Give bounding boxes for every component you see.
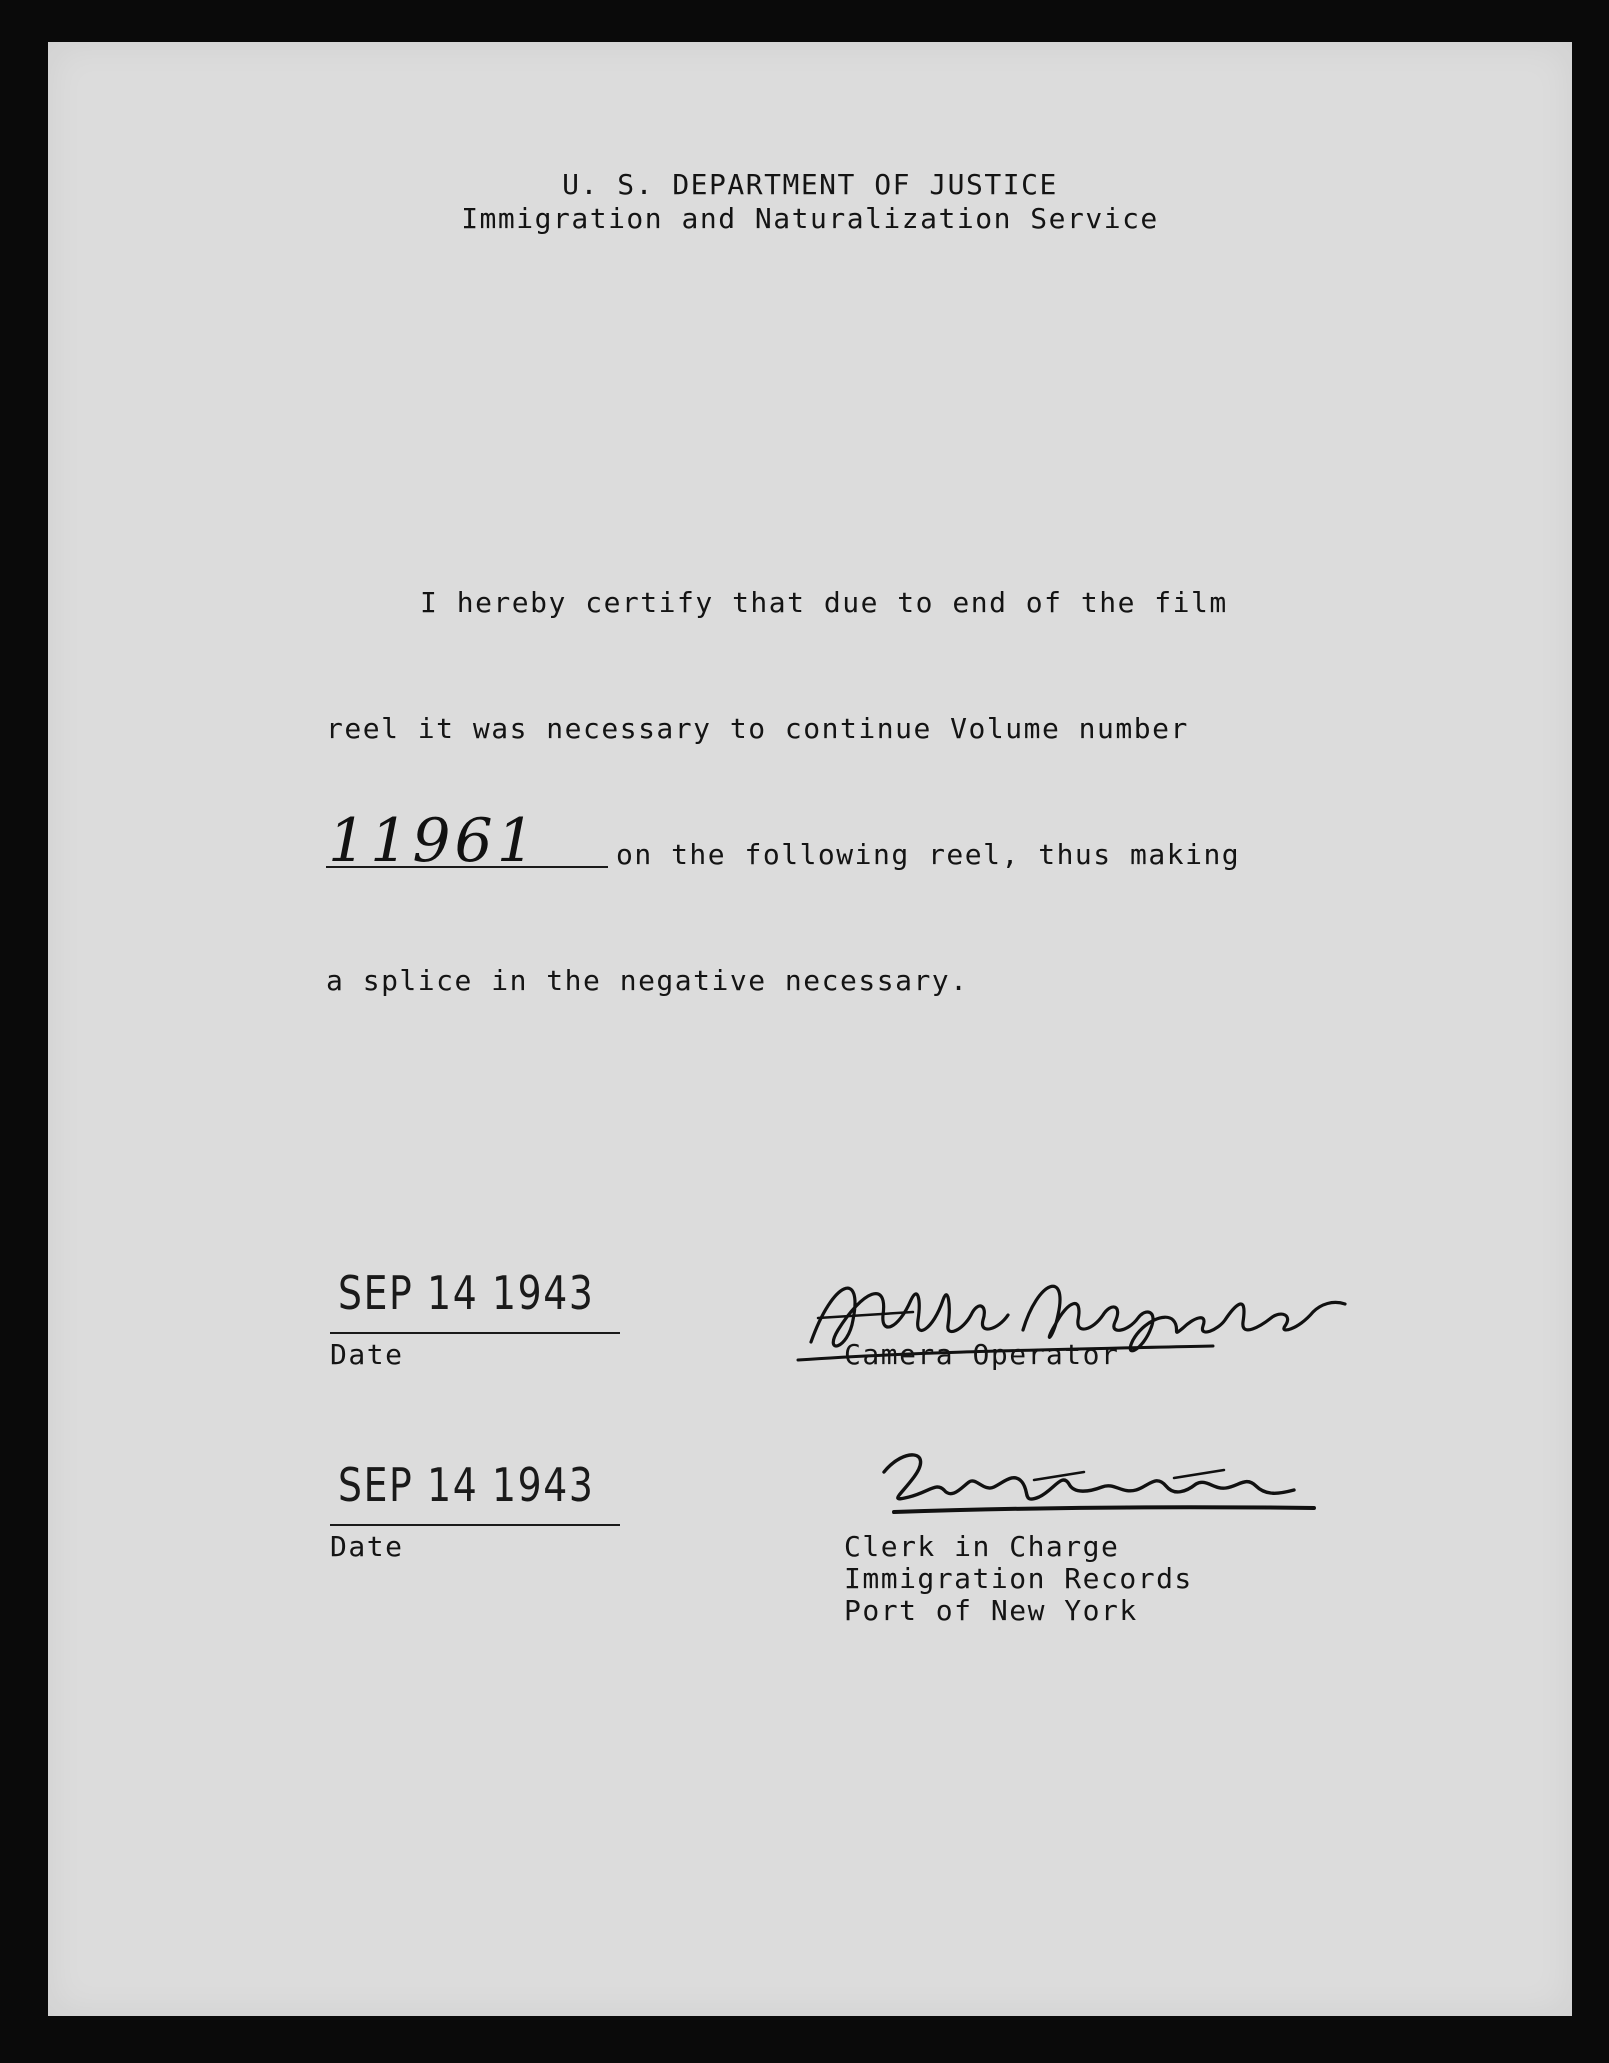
camera-operator-title: Camera Operator — [844, 1338, 1120, 1371]
certificate-line-3: on the following reel, thus making — [616, 838, 1241, 871]
date-stamp-2: SEP 14 1943 — [338, 1458, 595, 1512]
document-page — [48, 42, 1572, 2016]
clerk-signature — [874, 1442, 1334, 1542]
clerk-title-line-3: Port of New York — [844, 1594, 1138, 1627]
certificate-line-1: I hereby certify that due to end of the film — [420, 586, 1228, 619]
volume-number-blank-line — [326, 866, 608, 868]
date-stamp-1: SEP 14 1943 — [338, 1266, 595, 1320]
date-label-1: Date — [330, 1338, 404, 1371]
volume-number-handwritten: 11961 — [328, 806, 539, 876]
certificate-line-4: a splice in the negative necessary. — [326, 964, 969, 997]
clerk-title-line-2: Immigration Records — [844, 1562, 1193, 1595]
service-heading: Immigration and Naturalization Service — [461, 202, 1159, 235]
date-line-1 — [330, 1332, 620, 1334]
date-line-2 — [330, 1524, 620, 1526]
certificate-line-2: reel it was necessary to continue Volume number — [326, 712, 1189, 745]
department-heading: U. S. DEPARTMENT OF JUSTICE — [562, 168, 1058, 201]
clerk-title-line-1: Clerk in Charge — [844, 1530, 1120, 1563]
date-label-2: Date — [330, 1530, 404, 1563]
